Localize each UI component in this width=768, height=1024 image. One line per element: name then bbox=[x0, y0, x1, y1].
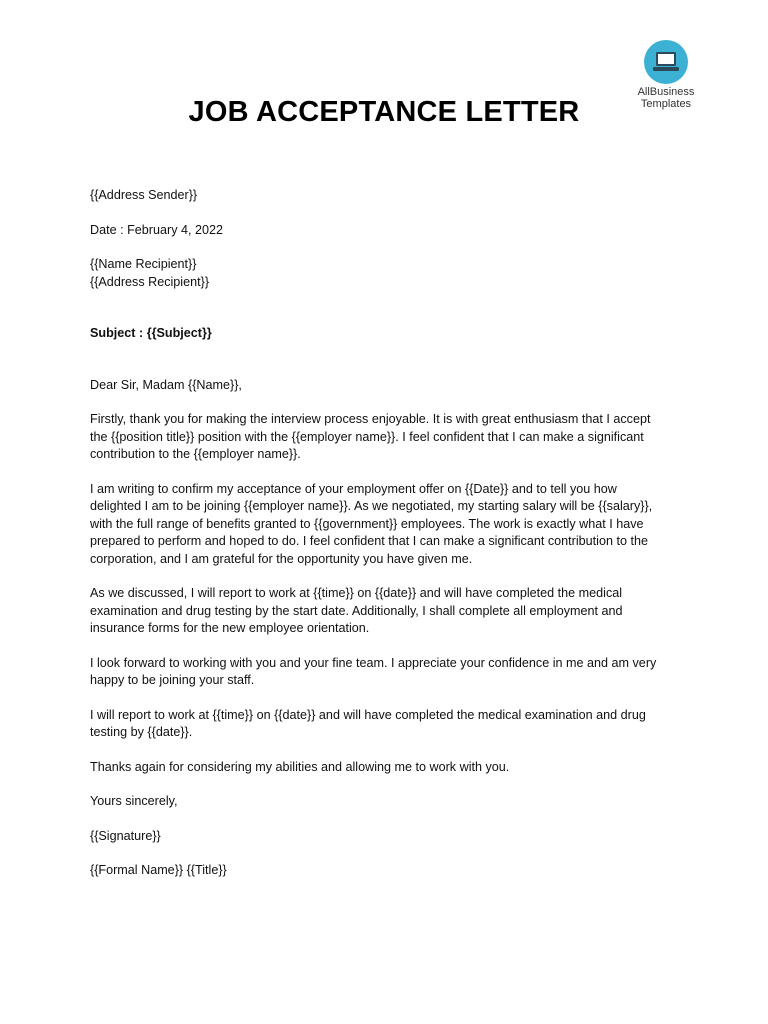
paragraph-2: I am writing to confirm my acceptance of your employment offer on {{Date}} and to tell you how delighted I am to be joining {{employer name}}. As we negotiated, my starting salary will be {{salary}}, with the full range of benefits granted to {{government}} employees. The work is exactly what I have prepared to perform and hoped to do. I feel confident that I can make a significant contribution to the corporation, and I am grateful for the opportunity you have given me. bbox=[90, 481, 653, 566]
logo-line-2: Templates bbox=[640, 98, 692, 110]
formal-name: {{Formal Name}} {{Title}} bbox=[90, 863, 227, 877]
logo-line-1: AllBusiness bbox=[637, 86, 695, 98]
paragraph-1: Firstly, thank you for making the interview process enjoyable. It is with great enthusiasm that I accept the {{position title}} position with the {{employer name}}. I feel confident that I can make a significant contribution to the {{employer name}}. bbox=[90, 412, 651, 461]
paragraph-6: Thanks again for considering my abilities and allowing me to work with you. bbox=[90, 759, 510, 774]
address-sender: {{Address Sender}} bbox=[90, 188, 198, 202]
subject-line bbox=[90, 325, 670, 343]
closing: Yours sincerely, bbox=[90, 794, 178, 808]
salutation: Dear Sir, Madam {{Name}}, bbox=[90, 377, 242, 392]
signature: {{Signature}} bbox=[90, 828, 161, 843]
paragraph-4: I look forward to working with you and your fine team. I appreciate your confidence in me and am very happy to be joining your staff. bbox=[90, 655, 657, 687]
address-recipient: {{Address Recipient}} bbox=[90, 274, 210, 289]
subject-label: Subject : bbox=[90, 326, 144, 340]
name-recipient: {{Name Recipient}} bbox=[90, 257, 197, 271]
paragraph-5: I will report to work at {{time}} on {{date}} and will have completed the medical examination and drug testing by {{date}}. bbox=[90, 707, 646, 739]
recipient-block bbox=[90, 256, 670, 291]
date-line bbox=[90, 222, 670, 240]
subject-value: {{Subject}} bbox=[146, 326, 212, 340]
laptop-icon bbox=[644, 40, 688, 84]
date-value: February 4, 2022 bbox=[127, 222, 224, 237]
date-label: Date : bbox=[90, 222, 124, 237]
page-title: JOB ACCEPTANCE LETTER bbox=[188, 96, 580, 128]
paragraph-3: As we discussed, I will report to work at {{time}} on {{date}} and will have completed the medical examination and drug testing by the start date. Additionally, I shall complete all employment and insurance forms for the new employee orientation. bbox=[90, 586, 623, 635]
letter-body bbox=[90, 187, 670, 897]
